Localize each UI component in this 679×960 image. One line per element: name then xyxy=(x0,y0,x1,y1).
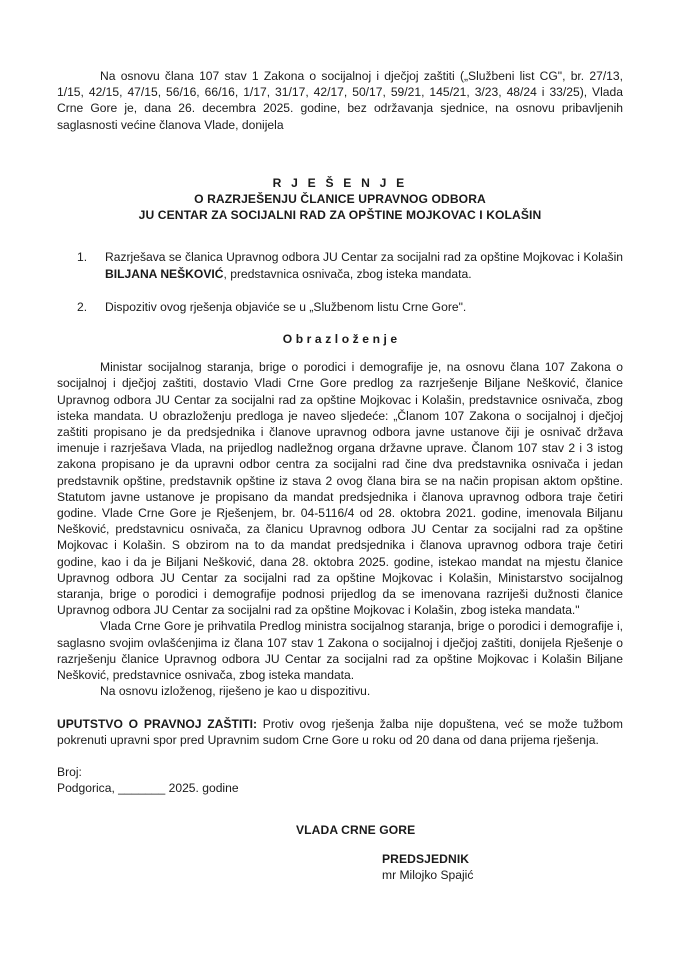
item-text: Dispozitiv ovog rješenja objaviće se u „Službenom listu Crne Gore". xyxy=(105,299,467,314)
reasoning-title: O b r a z l o ž e n j e xyxy=(282,332,398,347)
legal-remedy-label: UPUTSTVO O PRAVNOJ ZAŠTITI: xyxy=(57,716,257,731)
item-number: 1. xyxy=(77,250,88,265)
decision-items xyxy=(77,249,623,315)
decision-title: R J E Š E N J E xyxy=(272,175,408,190)
item-text: Razrješava se članica Upravnog odbora JU Centar za socijalni rad za opštine Mojkovac i Kolašin BILJANA NEŠKOVIĆ, predstavnica osnivača, zbog isteka mandata. xyxy=(105,250,623,281)
legal-remedy: UPUTSTVO O PRAVNOJ ZAŠTITI: Protiv ovog rješenja žalba nije dopuštena, već se može tužbom pokrenuti upravni spor pred Upravnim sudom Crne Gore u roku od 20 dana od dana prijema rješenja. xyxy=(57,716,623,747)
decision-subtitle-1: O RAZRJEŠENJU ČLANICE UPRAVNOG ODBORA xyxy=(194,192,486,207)
place-date: Podgorica, _______ 2025. godine xyxy=(57,781,239,796)
president-title: PREDSJEDNIK xyxy=(382,852,470,866)
list-item xyxy=(77,249,623,281)
government-name: VLADA CRNE GORE xyxy=(296,823,416,837)
dismissed-member-name: BILJANA NEŠKOVIĆ xyxy=(105,266,224,281)
document-body xyxy=(57,68,623,796)
reasoning-paragraph-3: Na osnovu izloženog, riješeno je kao u dispozitivu. xyxy=(100,684,371,699)
list-item xyxy=(77,299,623,315)
decision-subtitle-2: JU CENTAR ZA SOCIJALNI RAD ZA OPŠTINE MOJKOVAC I KOLAŠIN xyxy=(138,208,542,223)
president-name: mr Milojko Spajić xyxy=(382,868,474,882)
reasoning-paragraph-1: Ministar socijalnog staranja, brige o porodici i demografije je, na osnovu člana 107 Zakona o socijalnoj i dječjoj zaštiti, dostavio Vladi Crne Gore predlog za razrješenje Biljane Nešković, članice Upravnog odbora JU Centar za socijalni rad za opštine Mojkovac i Kolašin, predstavnice osnivača, zbog isteka mandata. U obrazloženju predloga je naveo sljedeće: „Članom 107 Zakona o socijalnoj i dječjoj zaštiti propisano je da predsjednika i članove upravnog odbora javne ustanove čiji je osnivač država imenuje i razrješava Vlada, na prijedlog nadležnog organa državne uprave. Članom 107 stav 2 i 3 istog zakona propisano je da upravni odbor centra za socijalni rad čine dva predstavnika osnivača i jedan predstavnik opštine, predstavnik opštine iz stava 2 ovog člana bira se na način propisan aktom opštine. Statutom javne ustanove je propisano da mandat predsjednika i članova upravnog odbora traje četiri godine. Vlade Crne Gore je Rješenjem, br. 04-5116/4 od 28. oktobra 2021. godine, imenovala Biljanu Nešković, predstavnicu osnivača, za članicu Upravnog odbora JU Centar za socijalni rad za opštine Mojkovac i Kolašin. S obzirom na to da mandat predsjednika i članova upravnog odbora traje četiri godine, kao i da je Biljani Nešković, dana 28. oktobra 2025. godine, istekao mandat na mjestu članice Upravnog odbora JU Centar za socijalni rad za opštine Mojkovac i Kolašin, Ministarstvo socijalnog staranja, brige o porodici i demografije podnosi prijedlog da se imenovana razriješi dužnosti članice Upravnog odbora JU Centar za socijalni rad za opštine Mojkovac i Kolašin, zbog isteka mandata." xyxy=(57,360,623,618)
document-number: Broj: xyxy=(57,764,82,779)
preamble: Na osnovu člana 107 stav 1 Zakona o socijalnoj i dječjoj zaštiti („Službeni list CG", br. 27/13, 1/15, 42/15, 47/15, 56/16, 66/16, 1/17, 31/17, 42/17, 50/17, 59/21, 145/21, 3/23, 48/24 i 33/25), Vlada Crne Gore je, dana 26. decembra 2025. godine, bez održavanja sjednice, na osnovu pribavljenih saglasnosti većine članova Vlade, donijela xyxy=(57,69,623,132)
reasoning-paragraph-2: Vlada Crne Gore je prihvatila Predlog ministra socijalnog staranja, brige o porodici i demografije i, saglasno svojim ovlašćenjima iz člana 107 stav 1 Zakona o socijalnoj i dječjoj zaštiti, donijela Rješenje o razrješenju članice Upravnog odbora JU Centar za socijalni rad za opštine Mojkovac i Kolašin Biljane Nešković, predstavnice osnivača, zbog isteka mandata. xyxy=(57,619,623,683)
item-number: 2. xyxy=(77,299,88,314)
